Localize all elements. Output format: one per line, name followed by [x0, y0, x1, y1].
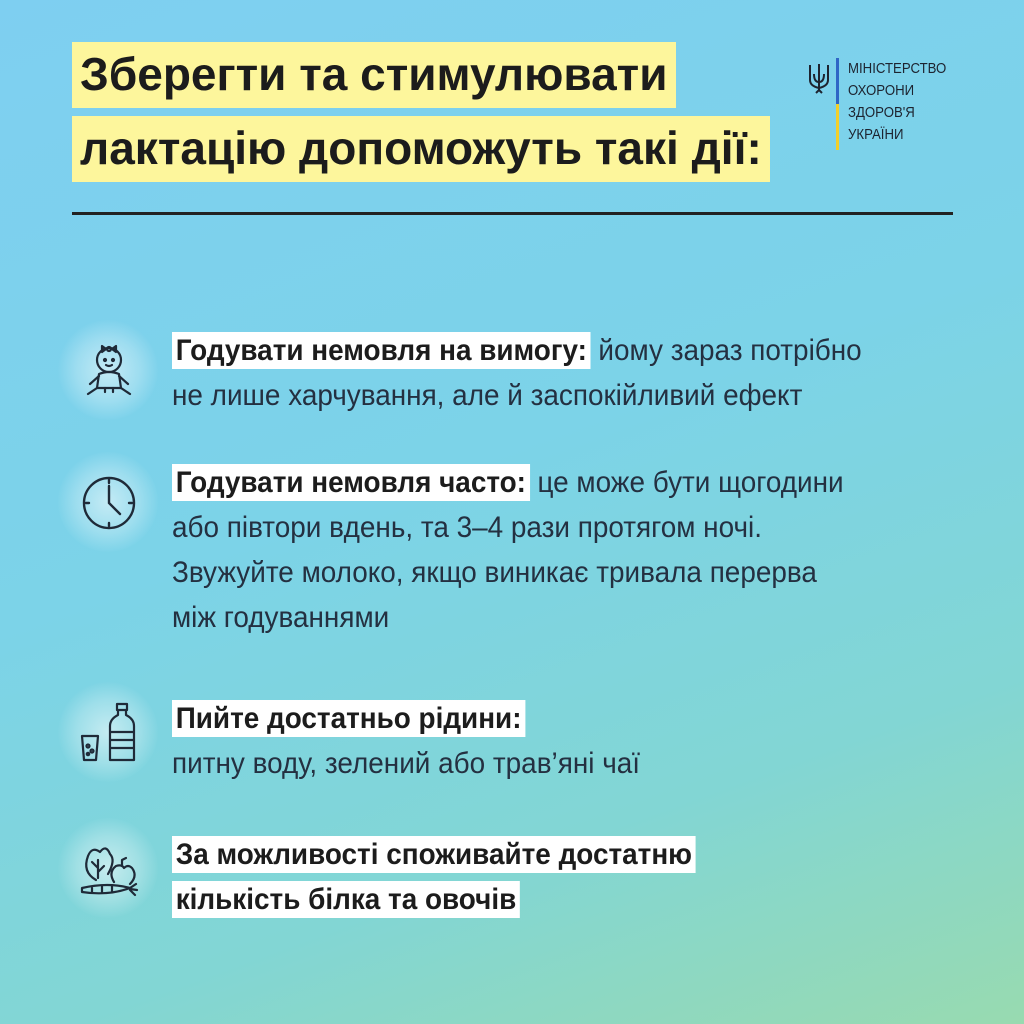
- item-2-heading: Годувати немовля часто:: [172, 464, 530, 501]
- clock-icon: [78, 472, 140, 534]
- item-3-text: питну воду, зелений або трав’яні чаї: [172, 747, 640, 780]
- item-2-text: це може бути щогодини: [537, 466, 844, 499]
- water-bottle-icon: [78, 702, 140, 764]
- logo-line-3: ЗДОРОВ'Я: [848, 104, 915, 121]
- item-1-text-line-2: не лише харчування, але й заспокійливий ефект: [172, 379, 803, 412]
- title-line-1: Зберегти та стимулювати: [72, 42, 676, 108]
- divider: [72, 212, 953, 215]
- item-1-text: йому зараз потрібно: [598, 334, 862, 367]
- item-4-heading-line-2: кількість білка та овочів: [172, 881, 520, 918]
- logo-line-4: УКРАЇНИ: [848, 126, 904, 143]
- vegetables-icon: [78, 838, 140, 900]
- item-1-heading: Годувати немовля на вимогу:: [172, 332, 591, 369]
- trident-icon: [808, 62, 830, 94]
- title-line-2: лактацію допоможуть такі дії:: [72, 116, 770, 182]
- item-2-text-line-2: або півтори вдень, та 3–4 рази протягом ночі.: [172, 511, 762, 544]
- item-4-heading-line-1: За можливості споживайте достатню: [172, 836, 696, 873]
- baby-icon: [78, 340, 140, 402]
- item-3-heading: Пийте достатньо рідини:: [172, 700, 525, 737]
- page-title: [72, 42, 770, 190]
- item-2-text-line-4: між годуваннями: [172, 601, 390, 634]
- flag-bar: [836, 58, 839, 150]
- item-2-text-line-3: Звужуйте молоко, якщо виникає тривала перерва: [172, 556, 817, 589]
- logo-line-1: МІНІСТЕРСТВО: [848, 60, 947, 77]
- logo-line-2: ОХОРОНИ: [848, 82, 915, 99]
- ministry-name: [848, 58, 946, 146]
